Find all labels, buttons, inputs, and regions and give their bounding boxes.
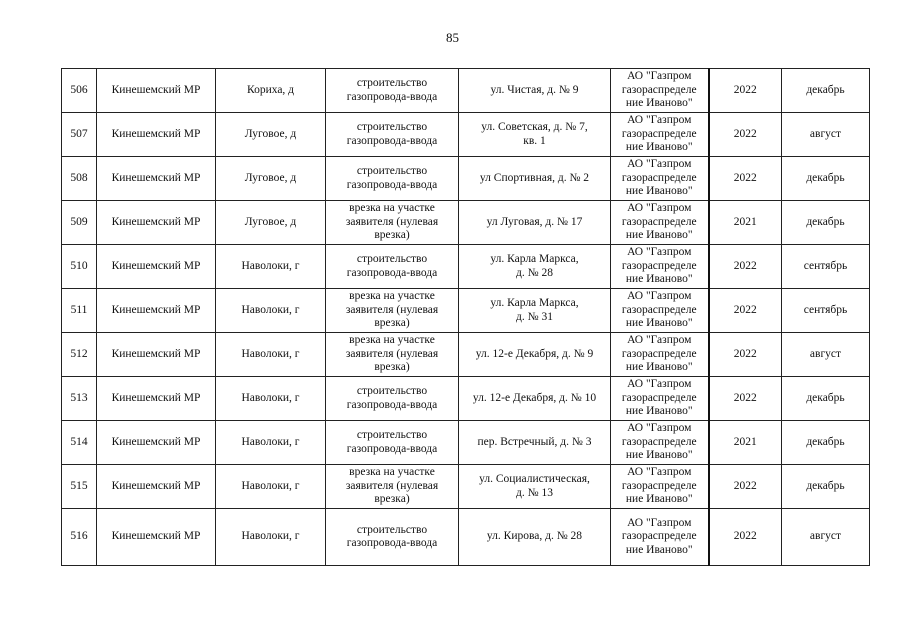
table-row (62, 113, 870, 157)
settlement-cell: Наволоки, г (216, 421, 326, 465)
address-cell: ул. Социалистическая, д. № 13 (459, 465, 611, 509)
address-cell: ул. Карла Маркса, д. № 28 (459, 245, 611, 289)
settlement-cell: Наволоки, г (216, 245, 326, 289)
row-number: 509 (62, 201, 97, 245)
gasification-table (61, 68, 870, 566)
row-number: 507 (62, 113, 97, 157)
organization-cell: АО "Газпром газораспределе ние Иваново" (611, 201, 709, 245)
year-cell: 2022 (709, 333, 782, 377)
table-row (62, 421, 870, 465)
year-cell: 2022 (709, 113, 782, 157)
organization-cell: АО "Газпром газораспределе ние Иваново" (611, 377, 709, 421)
settlement-cell: Наволоки, г (216, 289, 326, 333)
row-number: 508 (62, 157, 97, 201)
address-cell: пер. Встречный, д. № 3 (459, 421, 611, 465)
address-cell: ул. Кирова, д. № 28 (459, 509, 611, 566)
settlement-cell: Наволоки, г (216, 509, 326, 566)
organization-cell: АО "Газпром газораспределе ние Иваново" (611, 245, 709, 289)
work-type-cell: строительство газопровода-ввода (326, 113, 459, 157)
district-cell: Кинешемский МР (97, 245, 216, 289)
page-number: 85 (446, 30, 459, 45)
row-number: 506 (62, 69, 97, 113)
row-number: 515 (62, 465, 97, 509)
month-cell: декабрь (782, 377, 870, 421)
district-cell: Кинешемский МР (97, 69, 216, 113)
address-cell: ул Луговая, д. № 17 (459, 201, 611, 245)
district-cell: Кинешемский МР (97, 113, 216, 157)
district-cell: Кинешемский МР (97, 465, 216, 509)
month-cell: декабрь (782, 201, 870, 245)
work-type-cell: строительство газопровода-ввода (326, 421, 459, 465)
settlement-cell: Луговое, д (216, 201, 326, 245)
settlement-cell: Наволоки, г (216, 333, 326, 377)
table-row (62, 465, 870, 509)
district-cell: Кинешемский МР (97, 201, 216, 245)
table-row (62, 377, 870, 421)
work-type-cell: врезка на участке заявителя (нулевая врезка) (326, 289, 459, 333)
work-type-cell: строительство газопровода-ввода (326, 157, 459, 201)
year-cell: 2021 (709, 201, 782, 245)
district-cell: Кинешемский МР (97, 421, 216, 465)
organization-cell: АО "Газпром газораспределе ние Иваново" (611, 509, 709, 566)
row-number: 512 (62, 333, 97, 377)
year-cell: 2022 (709, 69, 782, 113)
district-cell: Кинешемский МР (97, 157, 216, 201)
year-cell: 2021 (709, 421, 782, 465)
settlement-cell: Кориха, д (216, 69, 326, 113)
settlement-cell: Наволоки, г (216, 465, 326, 509)
organization-cell: АО "Газпром газораспределе ние Иваново" (611, 157, 709, 201)
row-number: 511 (62, 289, 97, 333)
month-cell: август (782, 113, 870, 157)
district-cell: Кинешемский МР (97, 509, 216, 566)
work-type-cell: врезка на участке заявителя (нулевая врезка) (326, 333, 459, 377)
work-type-cell: строительство газопровода-ввода (326, 377, 459, 421)
address-cell: ул. Чистая, д. № 9 (459, 69, 611, 113)
organization-cell: АО "Газпром газораспределе ние Иваново" (611, 465, 709, 509)
month-cell: сентябрь (782, 245, 870, 289)
year-cell: 2022 (709, 157, 782, 201)
year-cell: 2022 (709, 289, 782, 333)
month-cell: сентябрь (782, 289, 870, 333)
work-type-cell: врезка на участке заявителя (нулевая врезка) (326, 465, 459, 509)
row-number: 510 (62, 245, 97, 289)
address-cell: ул. Советская, д. № 7, кв. 1 (459, 113, 611, 157)
table-row (62, 333, 870, 377)
table-row (62, 289, 870, 333)
table-row (62, 157, 870, 201)
address-cell: ул. 12-е Декабря, д. № 10 (459, 377, 611, 421)
work-type-cell: строительство газопровода-ввода (326, 245, 459, 289)
month-cell: декабрь (782, 69, 870, 113)
row-number: 514 (62, 421, 97, 465)
table-row (62, 245, 870, 289)
work-type-cell: строительство газопровода-ввода (326, 69, 459, 113)
organization-cell: АО "Газпром газораспределе ние Иваново" (611, 421, 709, 465)
month-cell: декабрь (782, 421, 870, 465)
month-cell: декабрь (782, 157, 870, 201)
district-cell: Кинешемский МР (97, 333, 216, 377)
year-cell: 2022 (709, 245, 782, 289)
month-cell: август (782, 333, 870, 377)
year-cell: 2022 (709, 509, 782, 566)
district-cell: Кинешемский МР (97, 289, 216, 333)
organization-cell: АО "Газпром газораспределе ние Иваново" (611, 289, 709, 333)
organization-cell: АО "Газпром газораспределе ние Иваново" (611, 333, 709, 377)
address-cell: ул. 12-е Декабря, д. № 9 (459, 333, 611, 377)
settlement-cell: Наволоки, г (216, 377, 326, 421)
table-body (62, 69, 870, 566)
district-cell: Кинешемский МР (97, 377, 216, 421)
work-type-cell: строительство газопровода-ввода (326, 509, 459, 566)
year-cell: 2022 (709, 465, 782, 509)
table-row (62, 509, 870, 566)
month-cell: август (782, 509, 870, 566)
table-row (62, 201, 870, 245)
table-row (62, 69, 870, 113)
month-cell: декабрь (782, 465, 870, 509)
row-number: 513 (62, 377, 97, 421)
organization-cell: АО "Газпром газораспределе ние Иваново" (611, 113, 709, 157)
organization-cell: АО "Газпром газораспределе ние Иваново" (611, 69, 709, 113)
address-cell: ул Спортивная, д. № 2 (459, 157, 611, 201)
row-number: 516 (62, 509, 97, 566)
work-type-cell: врезка на участке заявителя (нулевая врезка) (326, 201, 459, 245)
year-cell: 2022 (709, 377, 782, 421)
address-cell: ул. Карла Маркса, д. № 31 (459, 289, 611, 333)
settlement-cell: Луговое, д (216, 157, 326, 201)
settlement-cell: Луговое, д (216, 113, 326, 157)
